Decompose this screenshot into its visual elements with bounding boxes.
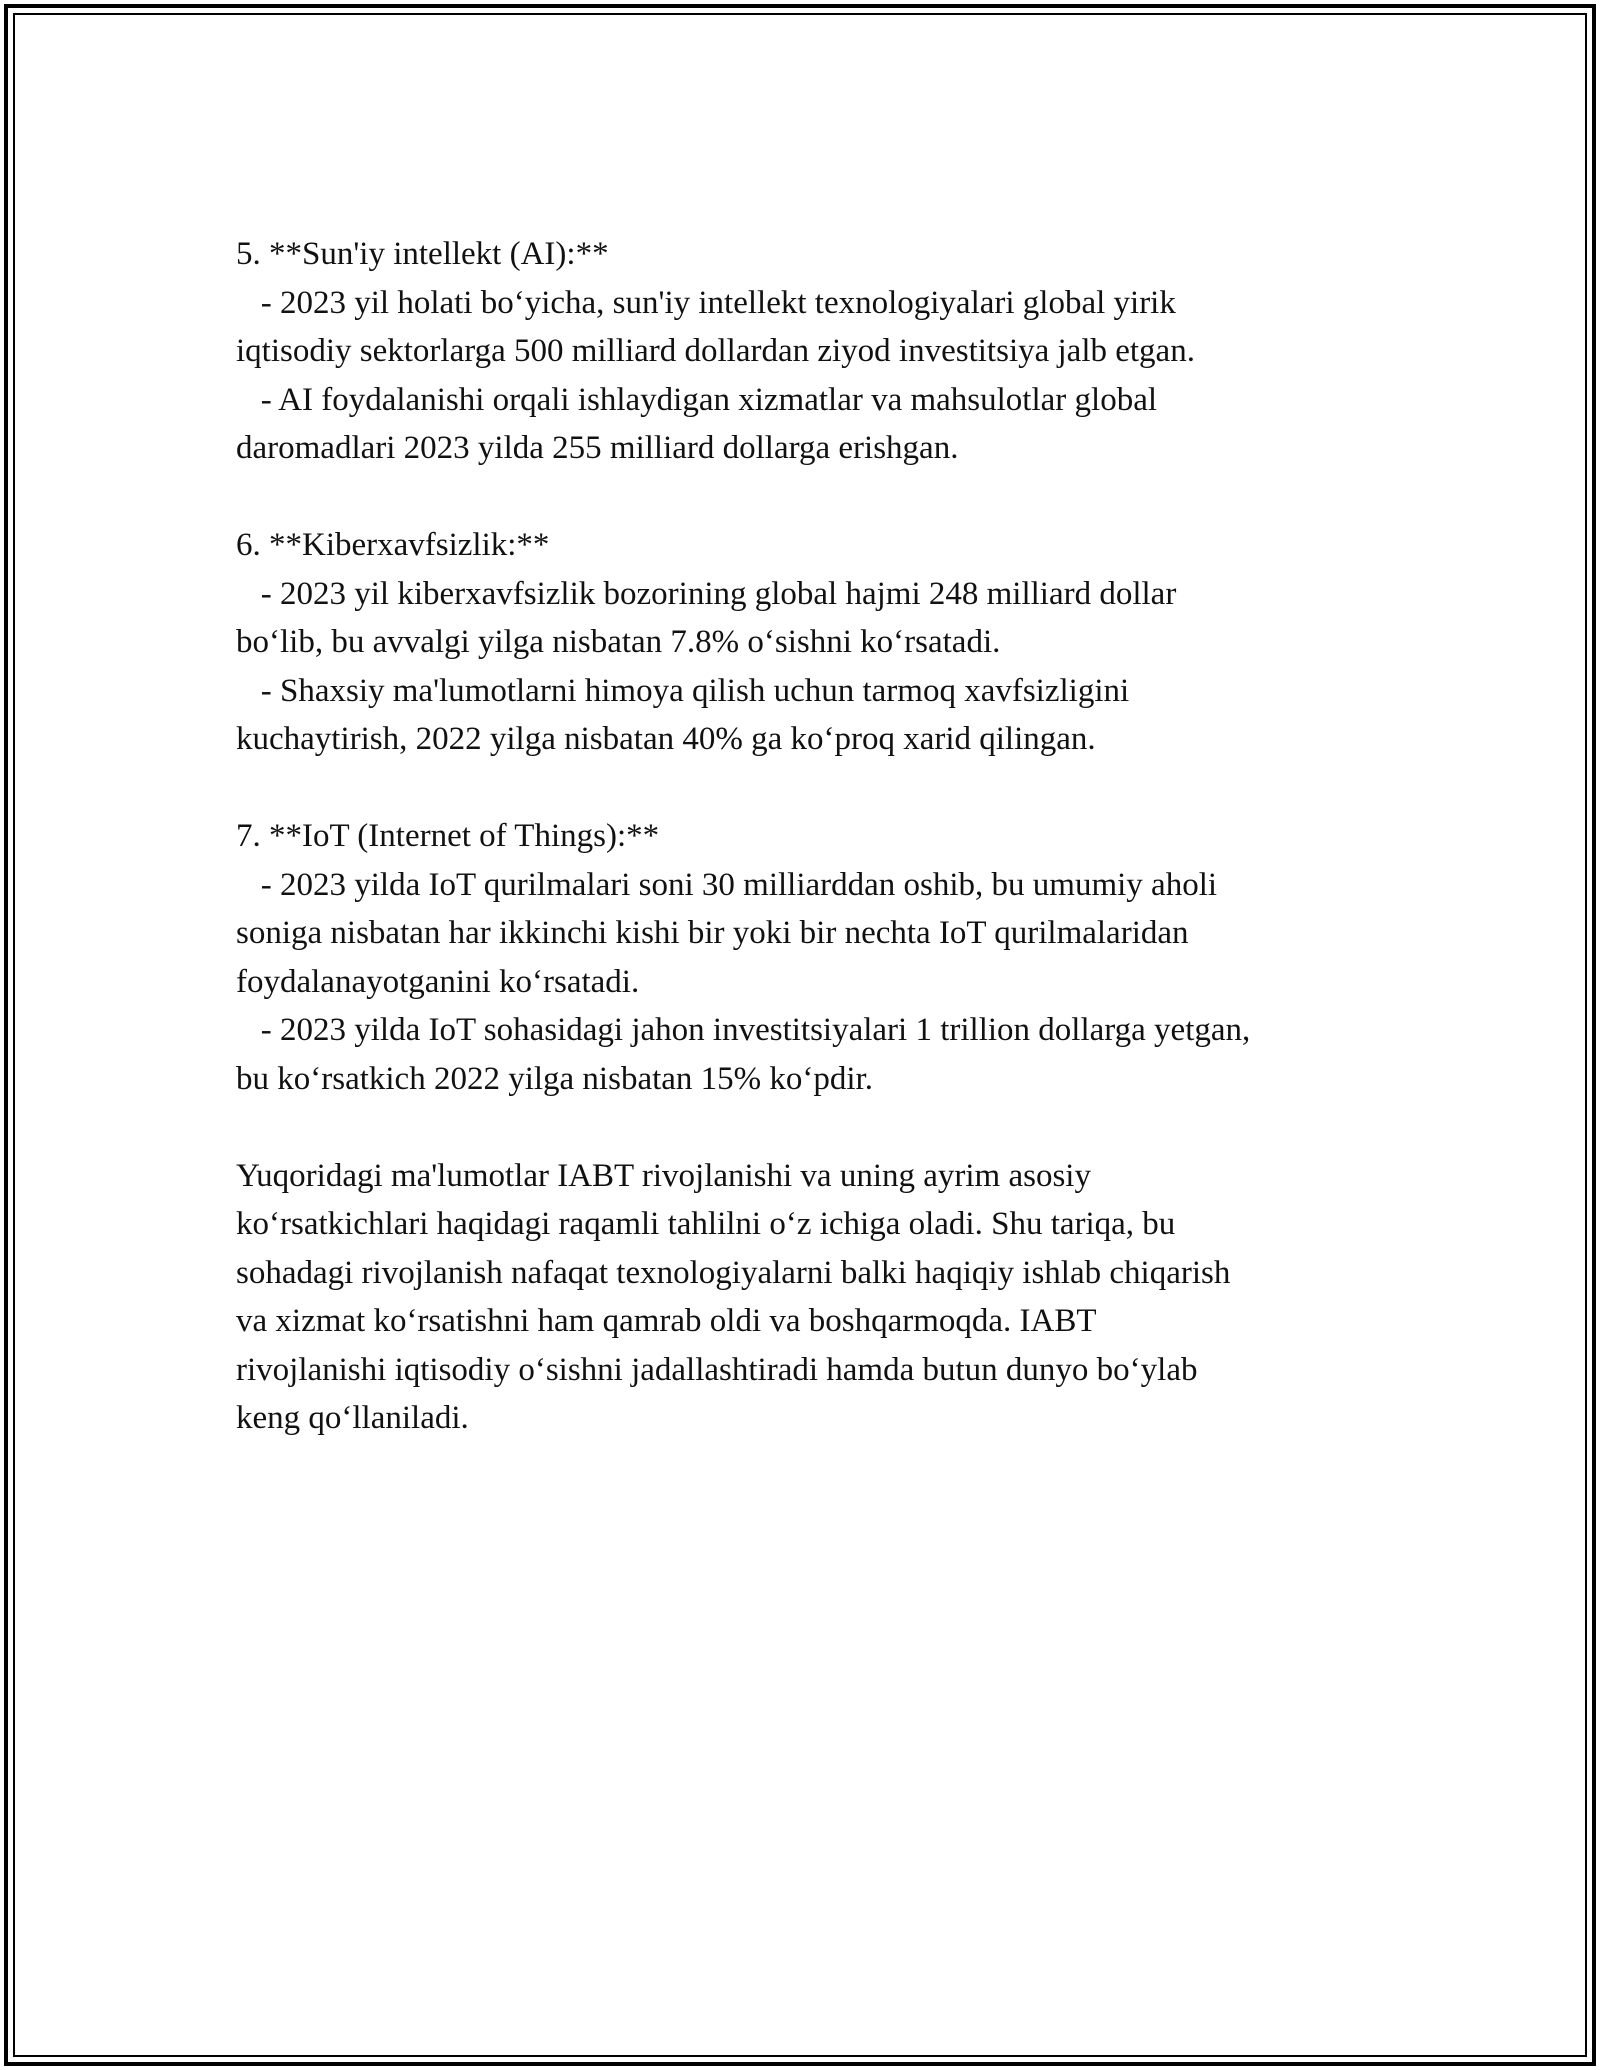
text-line: - 2023 yil kiberxavfsizlik bozorining global hajmi 248 milliard dollar xyxy=(236,575,1177,612)
text-line: - 2023 yil holati bo‘yicha, sun'iy intellekt texnologiyalari global yirik xyxy=(236,284,1176,321)
section-heading: 7. **IoT (Internet of Things):** xyxy=(236,818,660,854)
section-heading: 6. **Kiberxavfsizlik:** xyxy=(236,527,550,563)
text-line: - Shaxsiy ma'lumotlarni himoya qilish uchun tarmoq xavfsizligini xyxy=(236,672,1130,709)
text-line: keng qo‘llaniladi. xyxy=(236,1400,469,1436)
paragraph-gap xyxy=(236,473,1386,522)
text-line: kuchaytirish, 2022 yilga nisbatan 40% ga ko‘proq xarid qilingan. xyxy=(236,721,1096,757)
text-line: va xizmat ko‘rsatishni ham qamrab oldi va boshqarmoqda. IABT xyxy=(236,1303,1097,1339)
section-heading: 5. **Sun'iy intellekt (AI):** xyxy=(236,236,609,272)
text-line: daromadlari 2023 yilda 255 milliard dollarga erishgan. xyxy=(236,430,959,466)
text-line: rivojlanishi iqtisodiy o‘sishni jadallashtiradi hamda butun dunyo bo‘ylab xyxy=(236,1351,1198,1388)
text-line: - AI foydalanishi orqali ishlaydigan xizmatlar va mahsulotlar global xyxy=(236,381,1158,418)
text-line: bo‘lib, bu avvalgi yilga nisbatan 7.8% o‘sishni ko‘rsatadi. xyxy=(236,624,1001,660)
text-line: Yuqoridagi ma'lumotlar IABT rivojlanishi va uning ayrim asosiy xyxy=(236,1157,1091,1194)
text-line: soniga nisbatan har ikkinchi kishi bir yoki bir nechta IoT qurilmalaridan xyxy=(236,915,1189,951)
text-line: - 2023 yilda IoT qurilmalari soni 30 milliarddan oshib, bu umumiy aholi xyxy=(236,866,1218,903)
text-line: ko‘rsatkichlari haqidagi raqamli tahlilni o‘z ichiga oladi. Shu tariqa, bu xyxy=(236,1206,1176,1242)
text-line: foydalanayotganini ko‘rsatadi. xyxy=(236,963,640,1000)
document-body xyxy=(236,230,1386,1443)
paragraph-gap xyxy=(236,764,1386,813)
paragraph-gap xyxy=(236,1103,1386,1152)
text-line: sohadagi rivojlanish nafaqat texnologiyalarni balki haqiqiy ishlab chiqarish xyxy=(236,1254,1231,1291)
section-iot xyxy=(236,812,1386,1103)
section-cybersecurity xyxy=(236,521,1386,764)
text-line: bu ko‘rsatkich 2022 yilga nisbatan 15% ko‘pdir. xyxy=(236,1060,873,1097)
section-ai xyxy=(236,230,1386,473)
conclusion-paragraph xyxy=(236,1152,1386,1443)
text-line: iqtisodiy sektorlarga 500 milliard dollardan ziyod investitsiya jalb etgan. xyxy=(236,333,1195,369)
text-line: - 2023 yilda IoT sohasidagi jahon investitsiyalari 1 trillion dollarga yetgan, xyxy=(236,1012,1251,1048)
